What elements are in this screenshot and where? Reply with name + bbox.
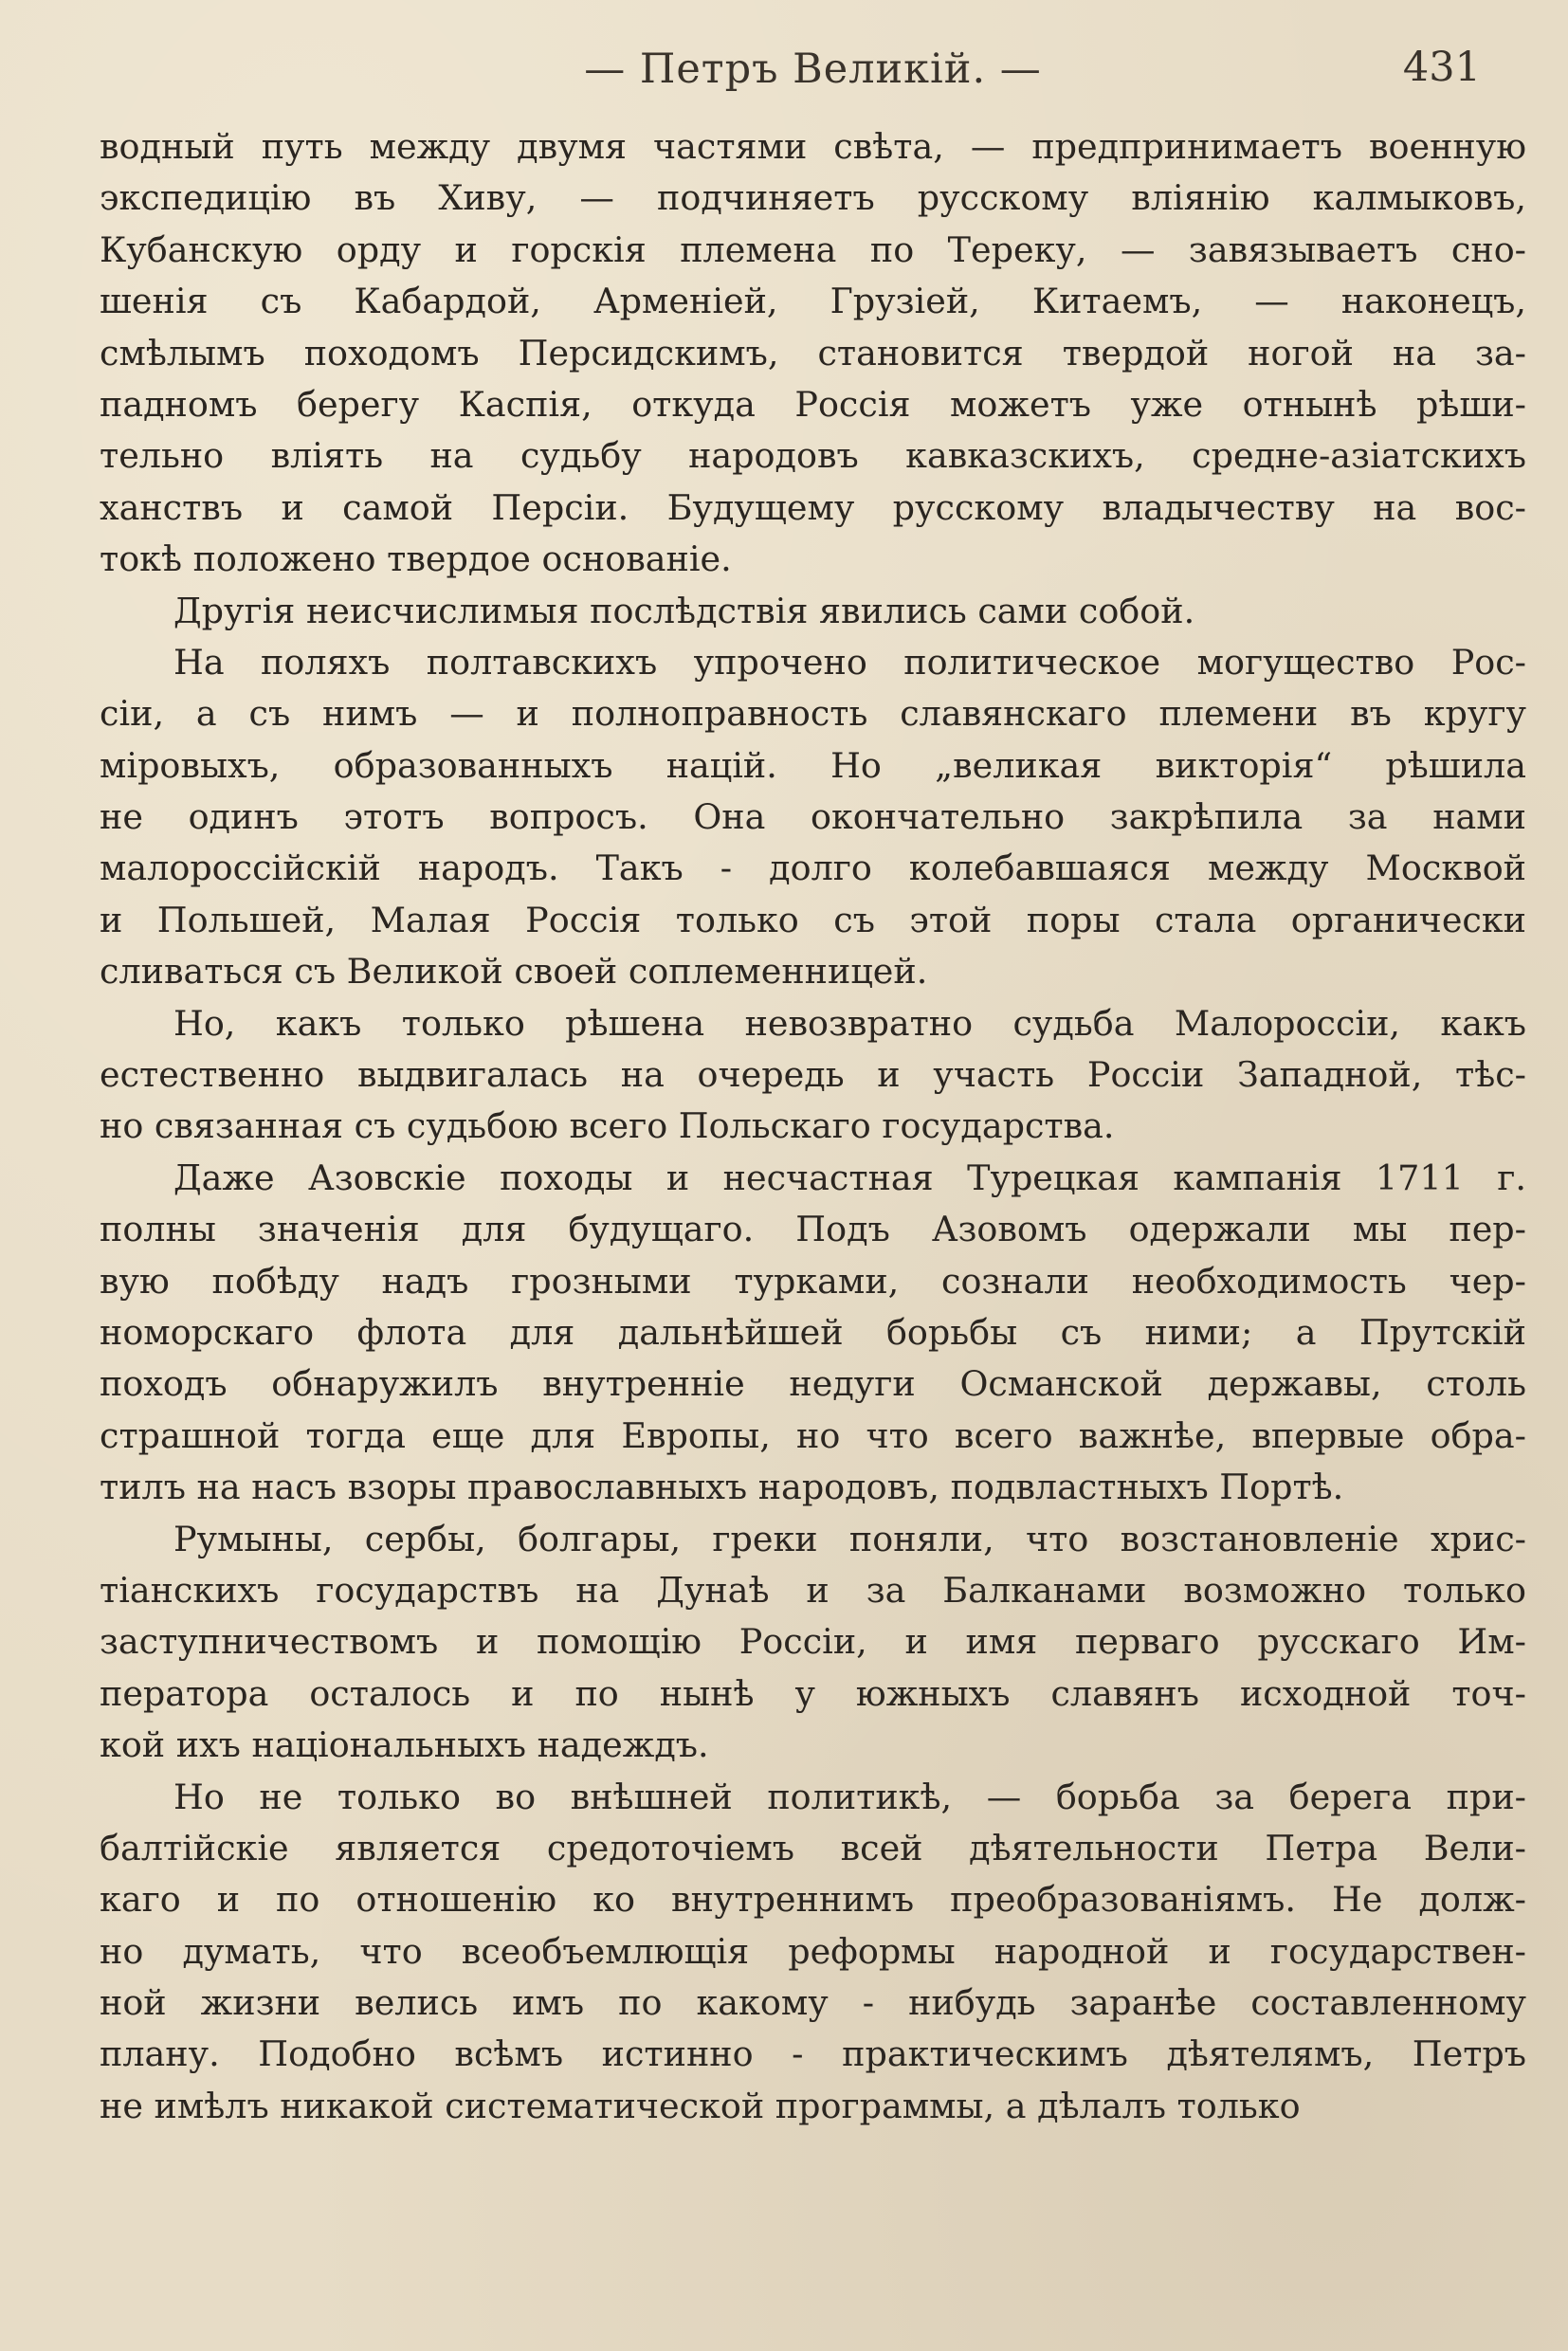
text-line: ной жизни велись имъ по какому - нибудь заранѣе составленному (100, 1982, 1526, 2024)
text-line: не имѣлъ никакой систематической программы, а дѣлалъ только (100, 2085, 1301, 2126)
text-line: сіи, а съ нимъ — и полноправность славянскаго племени въ кругу (100, 693, 1526, 735)
text-line: сливаться съ Великой своей соплеменницей. (100, 951, 928, 993)
text-line: Румыны, сербы, болгары, греки поняли, что возстановленіе хрис- (173, 1518, 1526, 1559)
text-line: полны значенія для будущаго. Подъ Азовомъ одержали мы пер- (100, 1209, 1526, 1250)
text-line: но думать, что всеобъемлющія реформы народной и государствен- (100, 1930, 1526, 1972)
page-number: 431 (1402, 44, 1481, 91)
text-line: токѣ положено твердое основаніе. (100, 538, 732, 580)
text-line: Даже Азовскіе походы и несчастная Турецкая кампанія 1711 г. (173, 1157, 1526, 1198)
text-line: походъ обнаружилъ внутренніе недуги Османской державы, столь (100, 1363, 1526, 1405)
paragraph (100, 1514, 1526, 1772)
text-line: номорскаго флота для дальнѣйшей борьбы съ ними; а Прутскій (100, 1311, 1526, 1353)
paragraph (100, 998, 1526, 1153)
book-page (100, 38, 1526, 2332)
text-line: заступничествомъ и помощію Россіи, и имя перваго русскаго Им- (100, 1621, 1526, 1663)
text-line: экспедицію въ Хиву, — подчиняетъ русскому вліянію калмыковъ, (100, 177, 1526, 219)
text-line: ператора осталось и по нынѣ у южныхъ славянъ исходной точ- (100, 1672, 1526, 1714)
text-line: міровыхъ, образованныхъ націй. Но „великая викторія“ рѣшила (100, 744, 1526, 786)
text-line: шенія съ Кабардой, Арменіей, Грузіей, Китаемъ, — наконецъ, (100, 281, 1526, 322)
text-line: Другія неисчислимыя послѣдствія явились сами собой. (173, 590, 1195, 631)
text-line: плану. Подобно всѣмъ истинно - практическимъ дѣятелямъ, Петръ (100, 2033, 1526, 2075)
text-line: смѣлымъ походомъ Персидскимъ, становится твердой ногой на за- (100, 332, 1526, 374)
text-line: каго и по отношенію ко внутреннимъ преобразованіямъ. Не долж- (100, 1879, 1526, 1921)
text-line: Но, какъ только рѣшена невозвратно судьба Малороссіи, какъ (173, 1002, 1526, 1044)
text-line: Но не только во внѣшней политикѣ, — борьба за берега при- (173, 1776, 1526, 1817)
text-line: вую побѣду надъ грозными турками, сознали необходимость чер- (100, 1260, 1526, 1302)
text-line: тіанскихъ государствъ на Дунаѣ и за Балканами возможно только (100, 1569, 1526, 1611)
text-line: Кубанскую орду и горскія племена по Тереку, — завязываетъ сно- (100, 228, 1526, 270)
text-line: не одинъ этотъ вопросъ. Она окончательно закрѣпила за нами (100, 796, 1526, 838)
running-head (100, 38, 1526, 104)
text-line: тилъ на насъ взоры православныхъ народовъ, подвластныхъ Портѣ. (100, 1467, 1344, 1508)
text-line: балтійскіе является средоточіемъ всей дѣятельности Петра Вели- (100, 1827, 1526, 1868)
text-line: ханствъ и самой Персіи. Будущему русскому владычеству на вос- (100, 486, 1526, 528)
paragraph (100, 121, 1526, 586)
text-line: страшной тогда еще для Европы, но что всего важнѣе, впервые обра- (100, 1414, 1526, 1456)
paragraph (100, 1772, 1526, 2133)
text-line: водный путь между двумя частями свѣта, — предпринимаетъ военную (100, 126, 1526, 167)
text-line: На поляхъ полтавскихъ упрочено политическое могущество Рос- (173, 641, 1526, 683)
text-line: малороссійскій народъ. Такъ - долго колебавшаяся между Москвой (100, 847, 1526, 889)
running-title: — Петръ Великій. — (584, 46, 1042, 93)
text-line: тельно вліять на судьбу народовъ кавказскихъ, средне-азіатскихъ (100, 435, 1526, 477)
text-line: но связанная съ судьбою всего Польскаго государства. (100, 1105, 1115, 1147)
text-line: кой ихъ національныхъ надеждъ. (100, 1724, 709, 1766)
text-line: падномъ берегу Каспія, откуда Россія можетъ уже отнынѣ рѣши- (100, 383, 1526, 425)
paragraph (100, 1153, 1526, 1514)
text-line: естественно выдвигалась на очередь и участь Россіи Западной, тѣс- (100, 1054, 1526, 1096)
paragraph (100, 637, 1526, 998)
paragraph (100, 586, 1526, 637)
text-body (100, 121, 1526, 2132)
text-line: и Польшей, Малая Россія только съ этой поры стала органически (100, 899, 1526, 940)
